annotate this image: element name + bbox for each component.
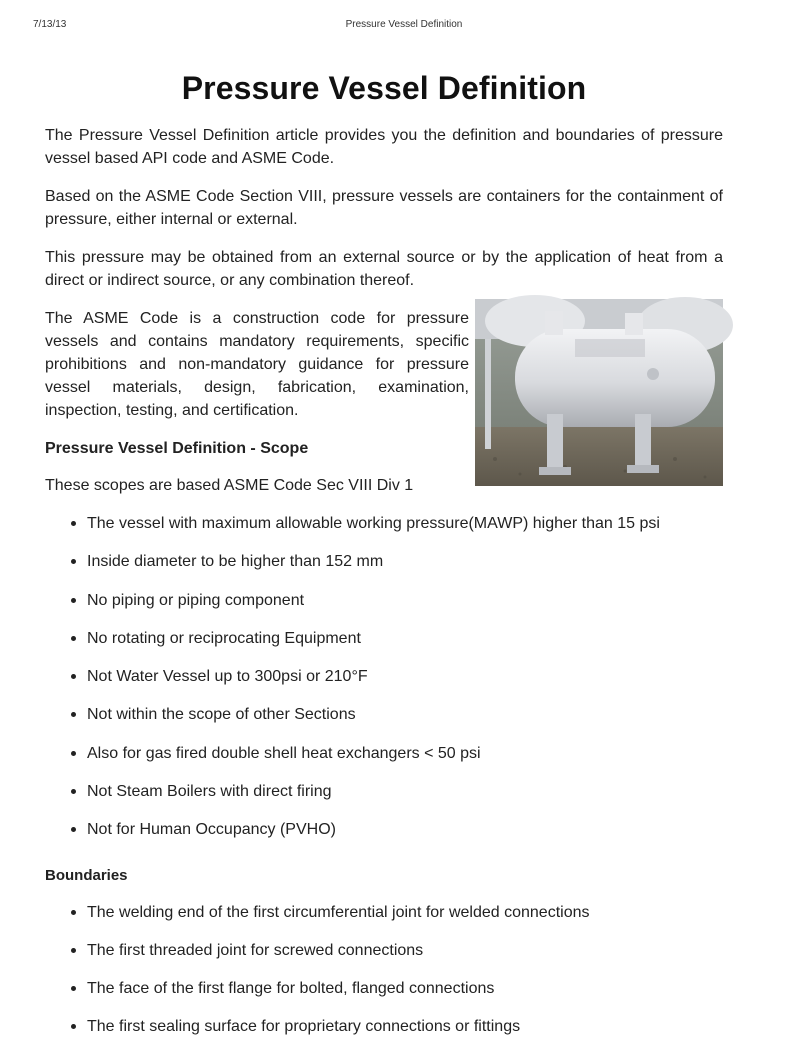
list-item: The first threaded joint for screwed connections [71,939,723,977]
scope-intro: These scopes are based ASME Code Sec VIII Div 1 [45,477,414,494]
paragraph-pressure-source: This pressure may be obtained from an external source or by the application of heat from a direct or indirect source, or any combination thereof. [45,249,723,289]
boundaries-heading: Boundaries [45,866,128,884]
paragraph-asme-definition: Based on the ASME Code Section VIII, pressure vessels are containers for the containment of pressure, either internal or external. [45,188,723,228]
list-item: Not Steam Boilers with direct firing [71,780,723,818]
scope-heading: Pressure Vessel Definition - Scope [45,440,309,457]
pressure-vessel-image [475,299,723,486]
list-item: Not within the scope of other Sections [71,703,723,741]
list-item: Inside diameter to be higher than 152 mm [71,550,723,588]
list-item: No piping or piping component [71,589,723,627]
list-item: The vessel with maximum allowable working pressure(MAWP) higher than 15 psi [71,512,723,550]
asme-section [45,307,723,497]
list-item: The first sealing surface for proprietary connections or fittings [71,1015,723,1053]
scope-list [71,512,723,857]
list-item: No rotating or reciprocating Equipment [71,627,723,665]
list-item: The welding end of the first circumferential joint for welded connections [71,901,723,939]
paragraph-intro: The Pressure Vessel Definition article provides you the definition and boundaries of pressure vessel based API code and ASME Code. [45,127,723,167]
print-header [0,19,768,33]
list-item: The face of the first flange for bolted, flanged connections [71,977,723,1015]
article-body [45,124,723,1053]
list-item: Not for Human Occupancy (PVHO) [71,818,723,856]
page-title: Pressure Vessel Definition [181,70,587,106]
list-item: Not Water Vessel up to 300psi or 210°F [71,665,723,703]
print-title: Pressure Vessel Definition [345,19,463,30]
paragraph-asme-code: The ASME Code is a construction code for pressure vessels and contains mandatory requirements, specific prohibitions and non-mandatory guidance for pressure vessel materials, design, fabrication, examination, inspection, testing, and certification. [45,310,469,419]
print-date: 7/13/13 [33,19,67,30]
boundaries-list [71,901,723,1053]
list-item: Also for gas fired double shell heat exchangers < 50 psi [71,742,723,780]
